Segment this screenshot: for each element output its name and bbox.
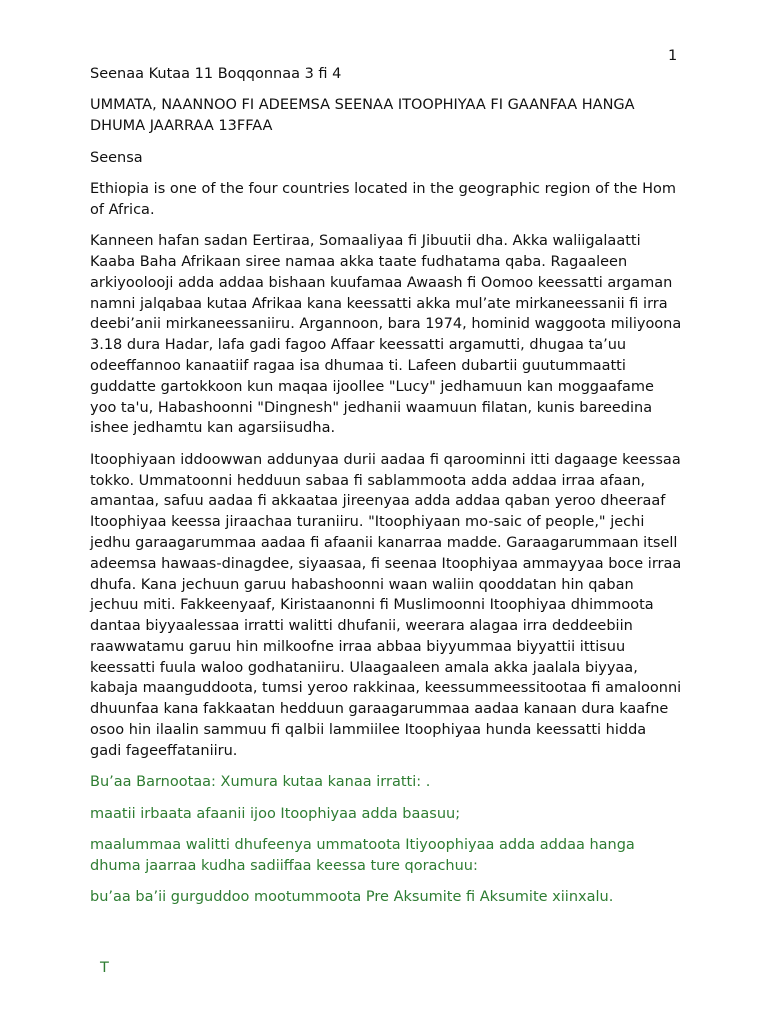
section-heading: Seensa [90, 149, 143, 166]
document-title: UMMATA, NAANNOO FI ADEEMSA SEENAA ITOOPHIYAA FI GAANFAA HANGA DHUMA JAARRAA 13FFAA [90, 97, 635, 135]
objective-item: maatii irbaata afaanii ijoo Itoophiyaa adda baasuu; [90, 805, 461, 822]
paragraph-intro: Ethiopia is one of the four countries located in the geographic region of the Hom of Africa. [90, 180, 676, 218]
objectives-heading: Bu’aa Barnootaa: Xumura kutaa kanaa irratti: . [90, 774, 431, 791]
paragraph-origins: Kanneen hafan sadan Eertiraa, Somaaliyaa fi Jibuutii dha. Akka waliigalaatti Kaaba Baha Afrikaan siree namaa akka taate fudhatama qaba. Ragaaleen arkiyoolooji adda addaa bishaan kuufamaa Awaash fi Oomoo keessatti argaman namni jalqabaa kutaa Afrikaa kana keessatti akka mul’ate mirkaneessanii fi irra deebi’anii mirkaneessaniiru. Argannoon, bara 1974, hominid waggoota miliyoona 3.18 dura Hadar, lafa gadi fagoo Affaar keessatti argamutti, dhugaa ta’uu odeeffannoo kanaatiif ragaa isa dhumaa ti. Lafeen dubartii guutummaatti guddatte gartokkoon kun maqaa ijoollee "Lucy" jedhamuun kan moggaafame yoo ta'u, Habashoonni "Dingnesh" jedhanii waamuun filatan, kunis bareedina ishee jedhamtu kan agarsiisudha. [90, 233, 682, 437]
chapter-line: Seenaa Kutaa 11 Boqqonnaa 3 fi 4 [90, 66, 342, 82]
page-number: 1 [668, 48, 678, 64]
objective-item: bu’aa ba’ii gurguddoo mootummoota Pre Aksumite fi Aksumite xiinxalu. [90, 889, 614, 906]
document-body [90, 64, 682, 919]
objective-item: maalummaa walitti dhufeenya ummatoota Itiyoophiyaa adda addaa hanga dhuma jaarraa kudha sadiiffaa keessa ture qorachuu: [90, 837, 635, 874]
footer-letter: T [100, 960, 109, 976]
paragraph-diversity: Itoophiyaan iddoowwan addunyaa durii aadaa fi qaroominni itti dagaage keessaa tokko. Ummatoonni hedduun sabaa fi sablammoota adda addaa irraa afaan, amantaa, safuu aadaa fi akkaataa jireenyaa adda addaa qaban yeroo dheeraaf Itoophiyaa keessa jiraachaa turaniiru. "Itoophiyaan mo-saic of people," jechi jedhu garaagarummaa aadaa fi afaanii kanarraa madde. Garaagarummaan itsell adeemsa hawaas-dinagdee, siyaasaa, fi seenaa Itoophiyaa ammayyaa boce irraa dhufa. Kana jechuun garuu habashoonni waan waliin qooddatan hin qaban jechuu miti. Fakkeenyaaf, Kiristaanonni fi Muslimoonni Itoophiyaa dhimmoota dantaa biyyaalessaa irratti walitti dhufanii, weerara alagaa irra deddeebiin raawwatamu garuu hin milkoofne irraa abbaa biyyummaa biyyattii ittisuu keessatti fuula waloo godhataniiru. Ulaagaaleen amala akka jaalala biyyaa, kabaja maanguddoota, tumsi yeroo rakkinaa, keessummeessitootaa fi amaloonni dhuunfaa kana fakkaatan hedduun garaagarummaa aadaa kanaan dura kaafne osoo hin ilaalin sammuu fi qalbii lammiilee Itoophiyaa hunda keessatti hidda gadi fageeffataniiru. [90, 451, 682, 759]
